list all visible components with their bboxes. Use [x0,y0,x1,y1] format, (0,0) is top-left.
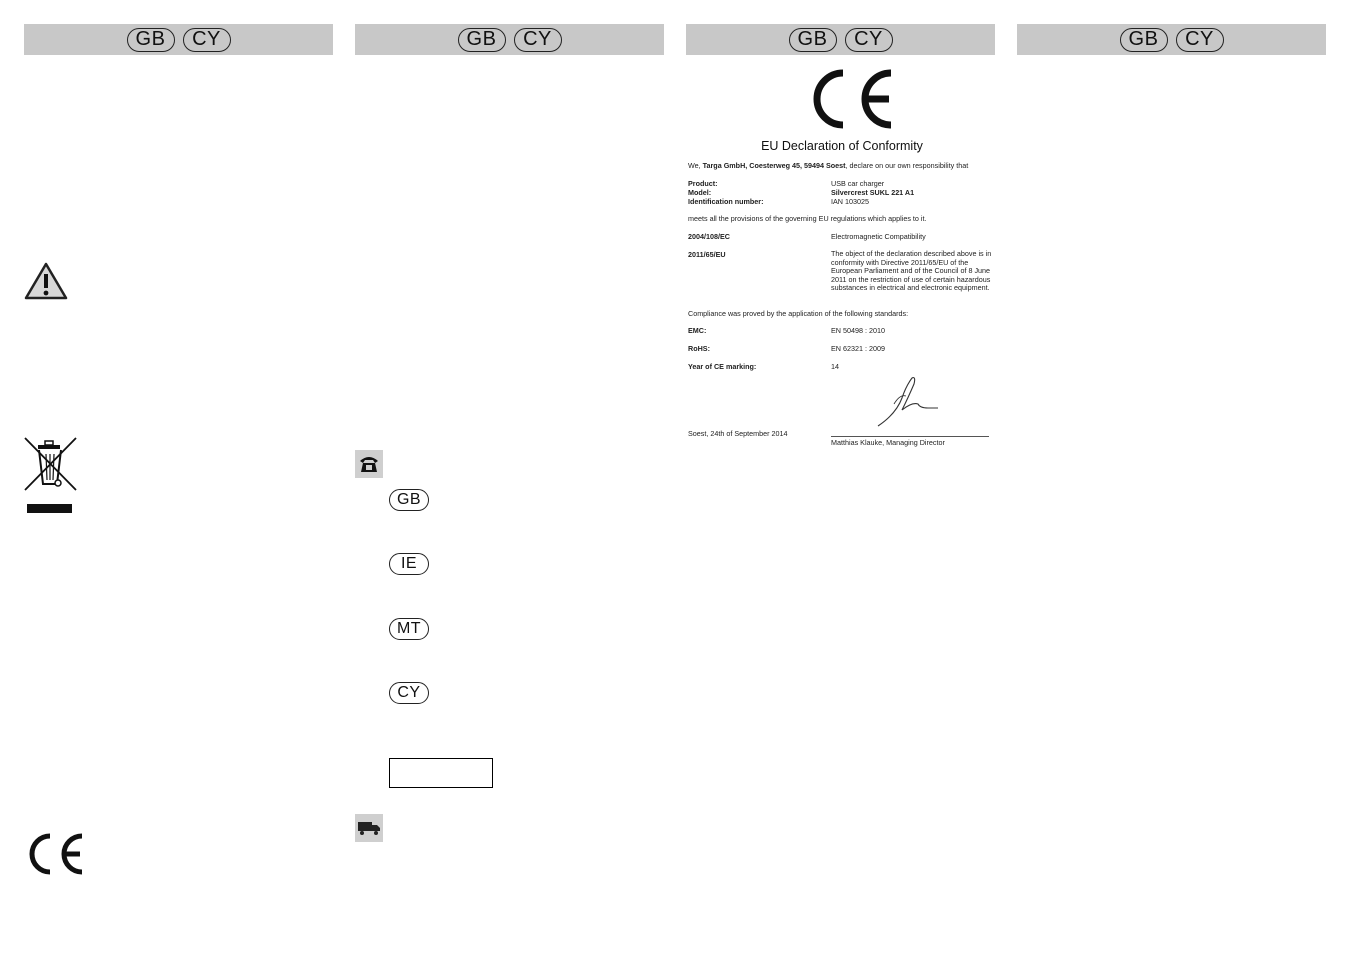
ce-mark-icon [805,67,895,136]
model-label: Model: [688,188,712,197]
declaration-intro: We, Targa GmbH, Coesterweg 45, 59494 Soest, declare on our own responsibility that [688,161,969,170]
directive-1-text: Electromagnetic Compatibility [831,232,926,241]
country-badge-cy: CY [845,28,893,52]
model-value: Silvercrest SUKL 221 A1 [831,188,915,197]
crossed-out-wheeled-bin-icon [24,436,78,521]
company-address: Targa GmbH, Coesterweg 45, 59494 Soest [702,161,846,170]
country-badge-gb: GB [127,28,175,52]
year-value: 14 [831,362,839,371]
country-badge-gb: GB [458,28,506,52]
country-badge-gb: GB [789,28,837,52]
empty-box [389,758,493,788]
country-badge-cy-service: CY [389,682,429,704]
country-badge-mt-service: MT [389,618,429,640]
year-label: Year of CE marking: [688,362,757,371]
column-header-3 [686,24,995,55]
country-badge-gb: GB [1120,28,1168,52]
identification-value: IAN 103025 [831,197,869,206]
signature-image [872,374,942,435]
column-header-1 [24,24,333,55]
emc-value: EN 50498 : 2010 [831,326,885,335]
country-badge-cy: CY [1176,28,1224,52]
country-badge-gb-service: GB [389,489,429,511]
rohs-value: EN 62321 : 2009 [831,344,885,353]
country-badge-cy: CY [183,28,231,52]
warning-triangle-icon [24,262,68,305]
declaration-title: EU Declaration of Conformity [761,139,923,153]
product-label: Product: [688,179,718,188]
directive-2-code: 2011/65/EU [688,250,726,259]
directive-2-text: The object of the declaration described above is in conformity with Directive 2011/65/EU of the European Parliament and of the Council of 8 June 2011 on the restriction of use of certain hazardous substances in electrical and electronic equipment. [831,249,992,293]
country-badge-ie-service: IE [389,553,429,575]
country-badge-cy: CY [514,28,562,52]
signature-line [831,436,989,437]
telephone-icon [355,450,383,478]
meets-provisions-text: meets all the provisions of the governing EU regulations which applies to it. [688,214,927,223]
directive-1-code: 2004/108/EC [688,232,730,241]
emc-label: EMC: [688,326,707,335]
ce-mark-icon [24,832,84,881]
place-date: Soest, 24th of September 2014 [688,429,788,438]
truck-icon [355,814,383,842]
compliance-text: Compliance was proved by the application of the following standards: [688,309,909,318]
column-header-4 [1017,24,1326,55]
identification-label: Identification number: [688,197,764,206]
rohs-label: RoHS: [688,344,710,353]
signatory: Matthias Klauke, Managing Director [831,438,945,447]
product-value: USB car charger [831,179,885,188]
column-header-2 [355,24,664,55]
